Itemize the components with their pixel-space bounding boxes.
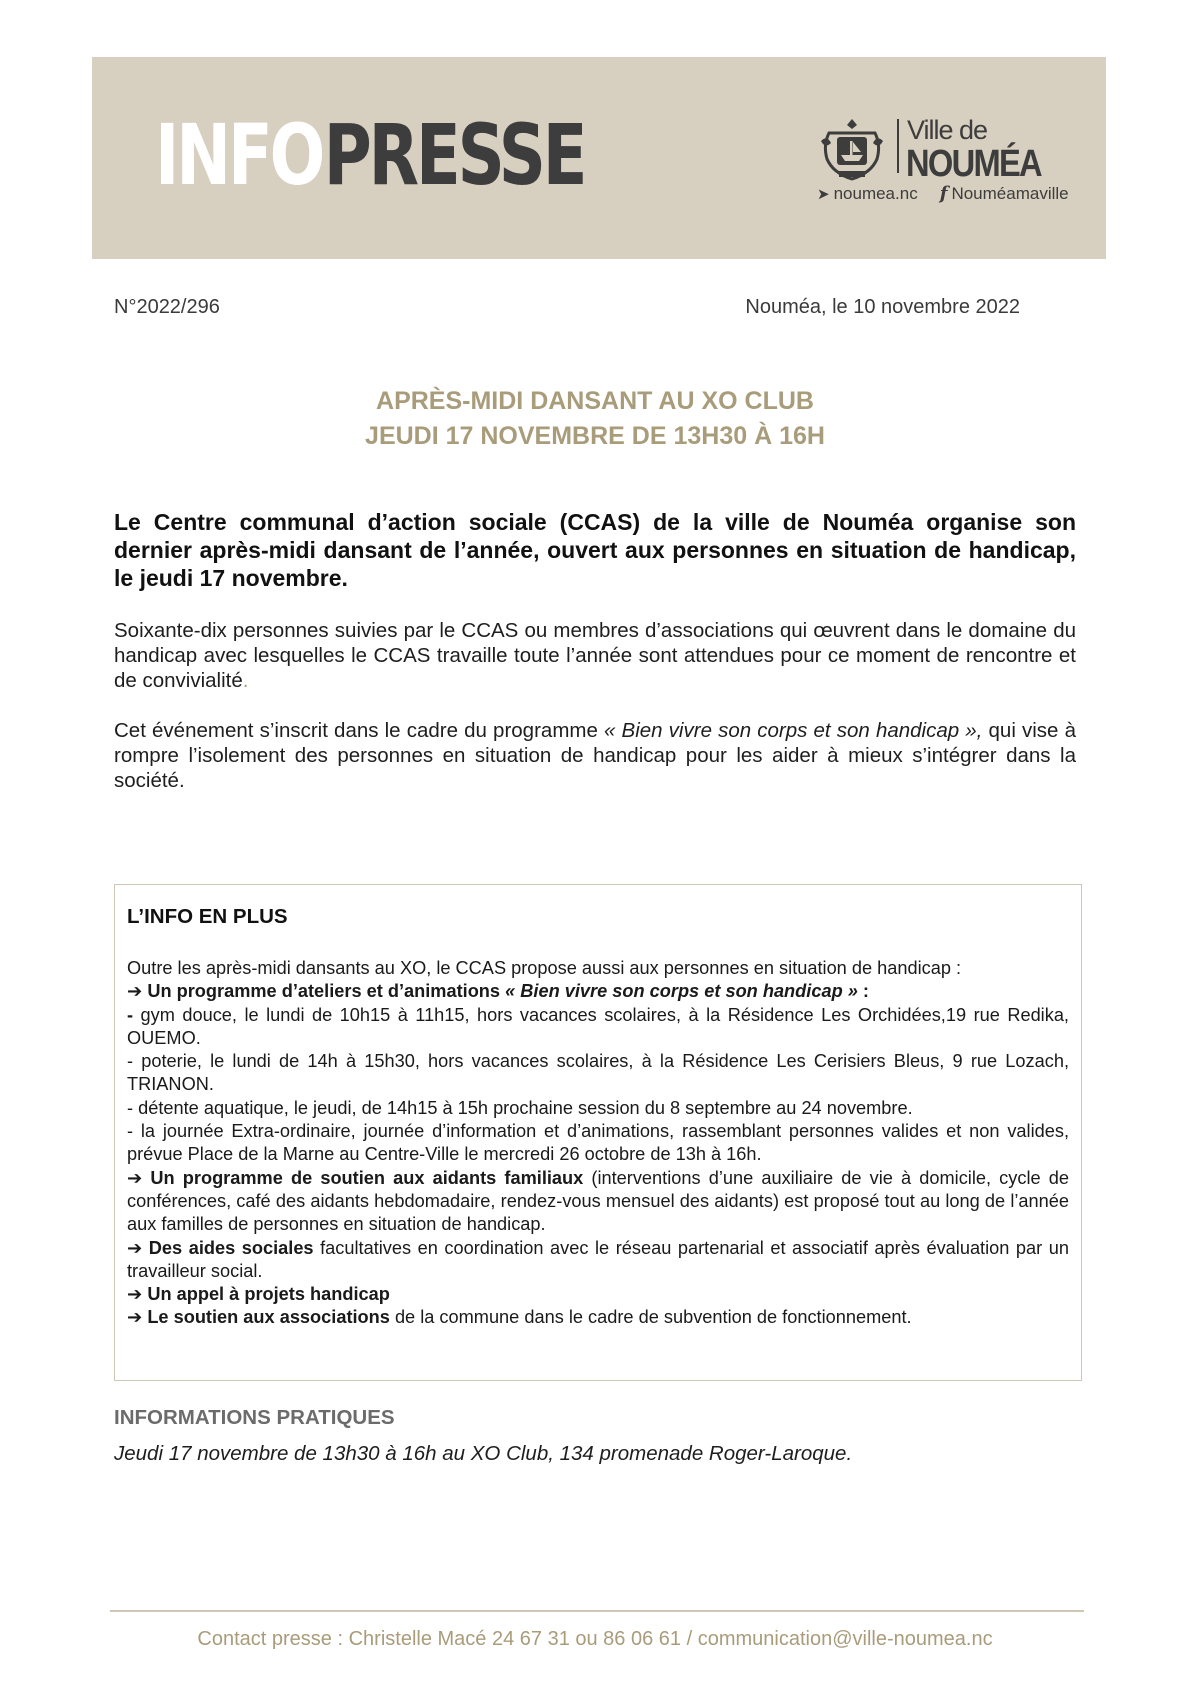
info-presse-logo — [155, 106, 585, 204]
lead-paragraph: Le Centre communal d’action sociale (CCAS) de la ville de Nouméa organise son dernier après-midi dansant de l’année, ouvert aux personnes en situation de handicap, le jeudi 17 novembre. — [114, 509, 1076, 591]
footer-divider — [110, 1610, 1084, 1612]
reference-number: N°2022/296 — [114, 296, 220, 318]
header-banner — [92, 57, 1106, 259]
activity-gym-dash: - — [127, 1004, 134, 1025]
website-link[interactable]: noumea.nc — [833, 183, 918, 203]
informations-pratiques-title: INFORMATIONS PRATIQUES — [114, 1406, 395, 1429]
paragraph-2-after: qui vise à rompre l’isolement des personnes en situation de handicap pour les aider à mieux s’intégrer dans la société. — [114, 719, 1076, 792]
facebook-icon: f — [939, 183, 948, 204]
city-prefix: Ville de — [907, 115, 988, 145]
title-line-2: JEUDI 17 NOVEMBRE DE 13H30 À 16H — [365, 422, 825, 450]
info-en-plus-box — [114, 884, 1082, 1381]
press-release-title — [0, 384, 1190, 454]
arrow-icon: ➔ — [127, 1237, 143, 1258]
navigation-arrow-icon: ➤ — [817, 185, 830, 203]
informations-pratiques-text: Jeudi 17 novembre de 13h30 à 16h au XO Club, 134 promenade Roger-Laroque. — [114, 1442, 853, 1465]
arrow-icon: ➔ — [127, 1284, 143, 1305]
activity-journee: - la journée Extra-ordinaire, journée d’information et d’animations, rassemblant personnes valides et non valides, prévue Place de la Marne au Centre-Ville le mercredi 26 octobre de 13h à 16h. — [127, 1121, 1069, 1165]
programme-aidants-title: Un programme de soutien aux aidants familiaux — [150, 1167, 584, 1188]
logo-presse-text: PRESSE — [323, 106, 585, 204]
paragraph-1 — [114, 618, 1076, 693]
paragraph-2-before: Cet événement s’inscrit dans le cadre du programme — [114, 719, 604, 742]
programme-aidants-text: (interventions d’une auxiliaire de vie à domicile, cycle de conférences, café des aidants hebdomadaire, rendez-vous mensuel des aidants) est proposé tout au long de l’année aux familles de personnes en situation de handicap. — [127, 1167, 1069, 1235]
programme-name: « Bien vivre son corps et son handicap », — [604, 719, 983, 742]
activity-gym-text: gym douce, le lundi de 10h15 à 11h15, hors vacances scolaires, à la Résidence Les Orchidées,19 rue Redika, OUEMO. — [127, 1004, 1069, 1048]
city-crest-icon — [817, 115, 887, 185]
appel-projets-title: Un appel à projets handicap — [147, 1284, 390, 1305]
crest-divider — [897, 119, 899, 173]
title-line-1: APRÈS-MIDI DANSANT AU XO CLUB — [376, 387, 814, 415]
activity-aquatique: - détente aquatique, le jeudi, de 14h15 à 15h prochaine session du 8 septembre au 24 novembre. — [127, 1097, 913, 1118]
appel-projets — [127, 1283, 1069, 1306]
programme-ateliers — [127, 980, 1069, 1003]
logo-info-text: INFO — [155, 106, 323, 204]
programme-ateliers-title: Un programme d’ateliers et d’animations — [147, 981, 506, 1002]
aides-sociales — [127, 1237, 1069, 1284]
info-box-title: L’INFO EN PLUS — [127, 905, 288, 928]
activity-poterie: - poterie, le lundi de 14h à 15h30, hors vacances scolaires, à la Résidence Les Cerisiers Bleus, 9 rue Lozach, TRIANON. — [127, 1051, 1069, 1095]
social-line — [817, 183, 1069, 204]
activity-gym — [127, 1004, 1069, 1051]
press-contact: Contact presse : Christelle Macé 24 67 31 ou 86 06 61 / communication@ville-noumea.nc — [197, 1628, 993, 1650]
paragraph-1-text: Soixante-dix personnes suivies par le CCAS ou membres d’associations qui œuvrent dans le domaine du handicap avec lesquelles le CCAS travaille toute l’année sont attendues pour ce moment de rencontre et de convivialité — [114, 619, 1076, 692]
soutien-associations — [127, 1306, 1069, 1329]
paragraph-2 — [114, 718, 1076, 793]
info-box-body — [127, 957, 1069, 1330]
soutien-associations-title: Le soutien aux associations — [147, 1307, 390, 1328]
arrow-icon: ➔ — [127, 1307, 143, 1328]
arrow-icon: ➔ — [127, 981, 143, 1002]
programme-aidants — [127, 1167, 1069, 1237]
social-handle-link[interactable]: Nouméamaville — [951, 183, 1069, 203]
info-intro: Outre les après-midi dansants au XO, le CCAS propose aussi aux personnes en situation de handicap : — [127, 958, 962, 978]
paragraph-1-end: . — [242, 669, 249, 692]
aides-sociales-title: Des aides sociales — [148, 1237, 314, 1258]
date-line: Nouméa, le 10 novembre 2022 — [745, 296, 1020, 318]
programme-ateliers-name: « Bien vivre son corps et son handicap » — [505, 981, 858, 1002]
soutien-associations-text: de la commune dans le cadre de subvention de fonctionnement. — [389, 1307, 912, 1328]
arrow-icon: ➔ — [127, 1167, 143, 1188]
aides-sociales-text: facultatives en coordination avec le réseau partenarial et associatif après évaluation par un travailleur social. — [127, 1237, 1069, 1281]
programme-ateliers-colon: : — [857, 981, 869, 1002]
city-name: NOUMÉA — [906, 143, 1041, 185]
